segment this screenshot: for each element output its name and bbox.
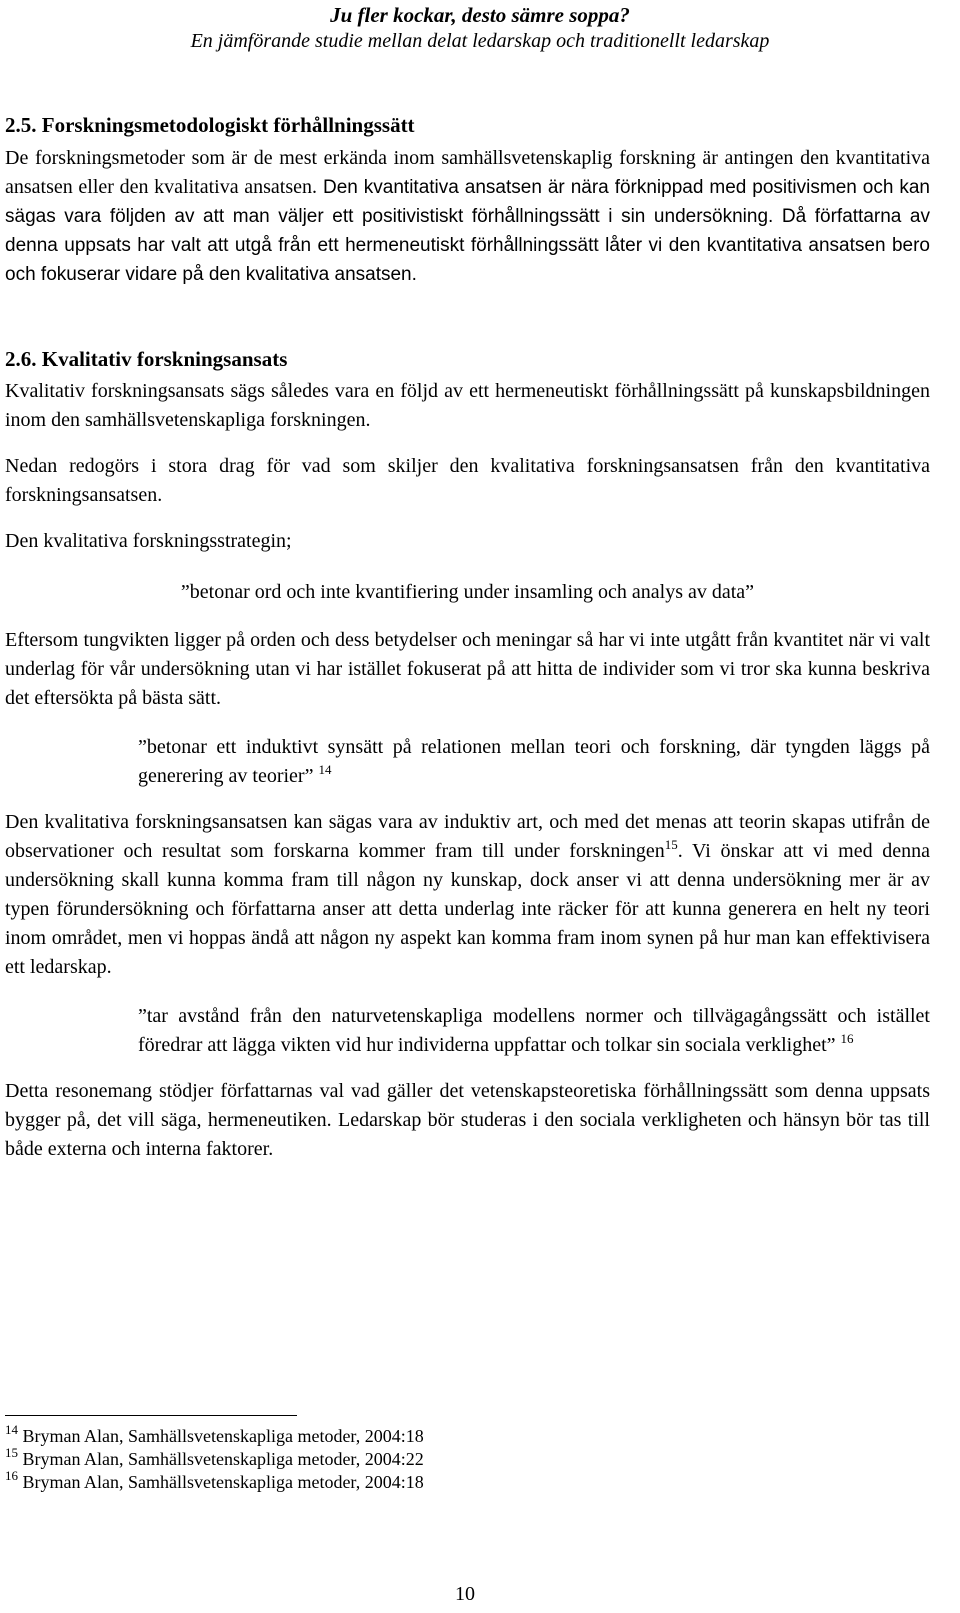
paragraph-weight-on-words: Eftersom tungvikten ligger på orden och dess betydelser och meningar så har vi inte utgått från kvantitet när vi valt underlag för vår undersökning utan vi har istället fokuserat på att hitta de individer som vi tror ska kunna beskriva det eftersökta på bästa sätt. [5,629,930,709]
paragraph-conclusion: Detta resonemang stödjer författarnas val vad gäller det vetenskapsteoretiska förhållningssätt som denna uppsats bygger på, det vill säga, hermeneutiken. Ledarskap bör studeras i den sociala verkligheten och hänsyn bör tas till både externa och interna faktorer. [5,1080,930,1160]
footnote-ref-16[interactable]: 16 [840,1031,854,1046]
paragraph-methodology-serif: De forskningsmetoder som är de mest erkända inom samhällsvetenskaplig forskning är antingen den kvantitativa ansatsen eller den kvalitativa ansatsen. [5,147,930,198]
footnote-text: Bryman Alan, Samhällsvetenskapliga metoder, 2004:18 [22,1426,424,1446]
footnote-number: 15 [5,1445,18,1460]
running-header [0,0,960,55]
footnotes [5,1422,424,1494]
paragraph-inductive-nature [5,808,930,982]
section-heading-2-6: 2.6. Kvalitativ forskningsansats [5,347,288,371]
quote-natural-science [138,1002,930,1060]
paragraph-strategy-lead: Den kvalitativa forskningsstrategin; [5,530,292,552]
main-content [5,112,930,1164]
footnote-ref-15[interactable]: 15 [664,837,678,852]
footnote-ref-14[interactable]: 14 [318,762,332,777]
paragraph-inductive-text-b: . Vi önskar att vi med denna undersökning skall kunna komma fram till någon ny kunskap, dock anser vi att denna undersökning mer är av typen förundersökning och författarna anser att detta underlag inte räcker för att kunna generera en helt ny teori inom området, men vi hoppas ändå att någon ny aspekt kan komma fram inom synen på hur man kan effektivisera ett ledarskap. [5,840,930,978]
quote-inductive [138,733,930,791]
footnote-number: 14 [5,1422,18,1437]
footnote-14 [5,1422,424,1448]
paragraph-methodology [5,144,930,289]
paragraph-qualitative-intro: Kvalitativ forskningsansats sägs således vara en följd av ett hermeneutiskt förhållningssätt på kunskapsbildningen inom den samhällsvetenskapliga forskningen. [5,380,930,431]
footnote-divider [5,1415,297,1416]
footnote-15 [5,1445,424,1471]
section-heading-2-5: 2.5. Forskningsmetodologiskt förhållningssätt [5,113,415,137]
footnote-16 [5,1468,424,1494]
paragraph-inductive-text-a: Den kvalitativa forskningsansatsen kan sägas vara av induktiv art, och med det menas att teorin skapas utifrån de observationer och resultat som forskarna kommer fram till under forskningen [5,811,930,862]
document-subtitle: En jämförande studie mellan delat ledarskap och traditionellt ledarskap [190,30,770,52]
paragraph-differences: Nedan redogörs i stora drag för vad som skiljer den kvalitativa forskningsansatsen från den kvantitativa forskningsansatsen. [5,455,930,506]
quote-words: ”betonar ord och inte kvantifiering under insamling och analys av data” [180,581,755,603]
paragraph-methodology-sans: Den kvantitativa ansatsen är nära förknippad med positivismen och kan sägas vara följden av att man väljer ett positivistiskt förhållningssätt i sin undersökning. Då författarna av denna uppsats har valt att utgå från ett hermeneutiskt förhållningssätt låter vi den kvantitativa ansatsen bero och fokuserar vidare på den kvalitativa ansatsen. [5,177,931,285]
quote-natural-science-text: ”tar avstånd från den naturvetenskapliga modellens normer och tillvägagångssätt och istället föredrar att lägga vikten vid hur individerna uppfattar och tolkar sin sociala verklighet” [138,1005,930,1056]
document-title: Ju fler kockar, desto sämre soppa? [330,3,630,27]
footnote-text: Bryman Alan, Samhällsvetenskapliga metoder, 2004:22 [22,1449,424,1469]
page-number: 10 [455,1583,475,1605]
footnote-text: Bryman Alan, Samhällsvetenskapliga metoder, 2004:18 [22,1472,424,1492]
quote-inductive-text: ”betonar ett induktivt synsätt på relationen mellan teori och forskning, där tyngden läggs på generering av teorier” [138,736,930,787]
footnote-number: 16 [5,1468,18,1483]
